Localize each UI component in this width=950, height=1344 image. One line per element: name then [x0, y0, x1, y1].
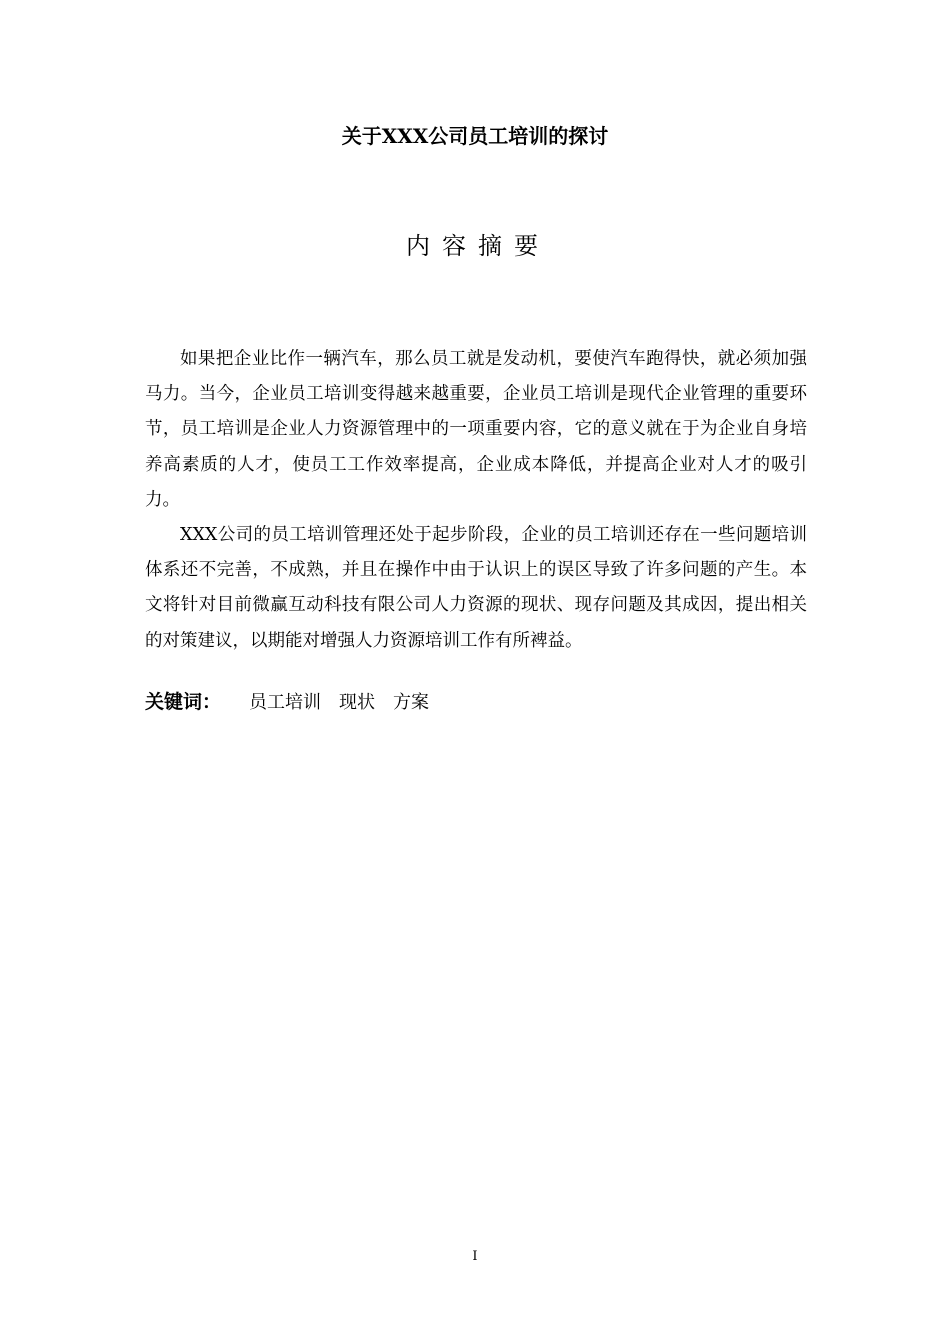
- page-number: I: [472, 1249, 478, 1264]
- document-title: 关于XXX公司员工培训的探讨: [341, 124, 609, 148]
- abstract-paragraph: XXX公司的员工培训管理还处于起步阶段，企业的员工培训还存在一些问题培训体系还不完善，不成熟，并且在操作中由于认识上的误区导致了许多问题的产生。本文将针对目前微赢互动科技有限公司人力资源的现状、现存问题及其成因，提出相关的对策建议，以期能对增强人力资源培训工作有所裨益。: [145, 525, 807, 651]
- keyword-item: 方案: [393, 692, 430, 713]
- abstract-paragraph: 如果把企业比作一辆汽车，那么员工就是发动机，要使汽车跑得快，就必须加强马力。当今，企业员工培训变得越来越重要，企业员工培训是现代企业管理的重要环节，员工培训是企业人力资源管理中的一项重要内容，它的意义就在于为企业自身培养高素质的人才，使员工工作效率提高，企业成本降低，并提高企业对人才的吸引力。: [145, 349, 807, 510]
- keyword-item: 员工培训: [249, 692, 322, 713]
- keywords-label: 关键词：: [145, 691, 222, 713]
- keywords-line: [145, 686, 807, 719]
- abstract-heading: 内容摘要: [406, 232, 550, 260]
- abstract-body: [145, 342, 807, 659]
- keyword-item: 现状: [339, 692, 376, 713]
